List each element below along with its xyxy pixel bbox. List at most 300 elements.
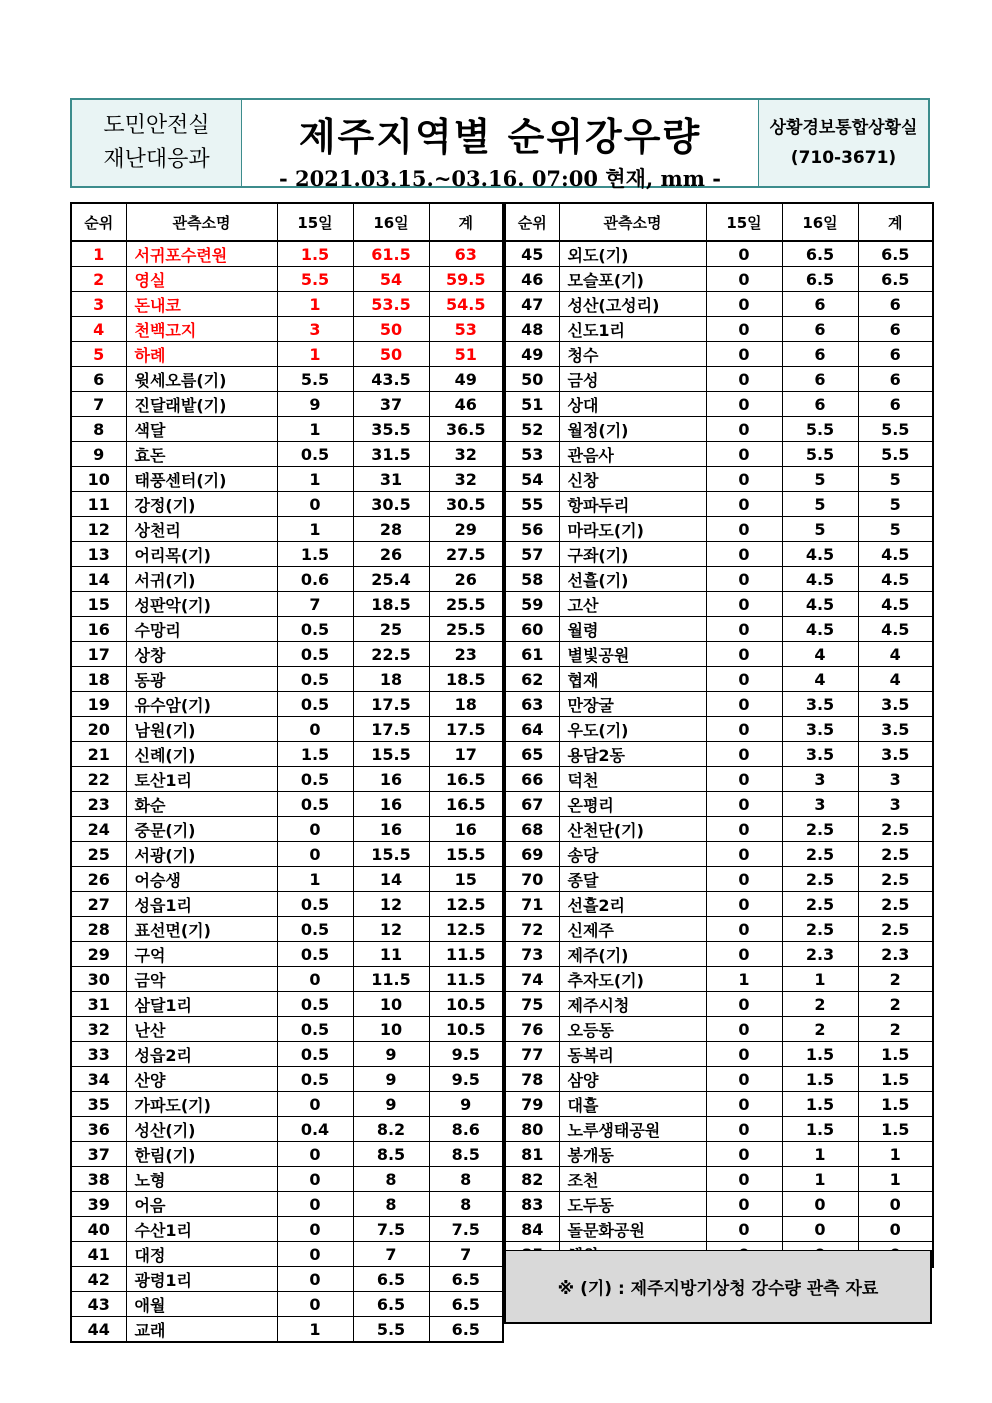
day16-value: 5.5 [353,1317,429,1343]
station-name [126,917,277,942]
station-name-text: 강정(기) [134,495,196,515]
table-row [71,1092,503,1117]
day15-value: 0.5 [277,792,353,817]
day16-value: 2.5 [782,842,858,867]
day16-value: 43.5 [353,367,429,392]
rank-cell: 59 [505,592,559,617]
total-value: 5 [858,517,933,542]
station-name [559,1217,706,1242]
day15-value: 0 [706,1117,782,1142]
total-value: 3 [858,792,933,817]
total-value: 15 [429,867,503,892]
table-row [71,992,503,1017]
day15-value: 0 [706,1042,782,1067]
day16-value: 11.5 [353,967,429,992]
station-name-text: 구억 [134,945,166,965]
day16-value: 54 [353,267,429,292]
table-row [505,241,933,267]
day16-value: 15.5 [353,742,429,767]
station-name-text: 조천 [567,1170,599,1190]
day15-value: 0 [706,667,782,692]
rank-cell: 41 [71,1242,126,1267]
station-name-text: 어승생 [134,870,181,890]
total-value: 36.5 [429,417,503,442]
station-name [126,542,277,567]
station-name [126,1067,277,1092]
col-total: 계 [858,203,933,241]
total-value: 2.5 [858,917,933,942]
day15-value: 0 [277,1192,353,1217]
total-value: 8 [429,1167,503,1192]
col-day15: 15일 [706,203,782,241]
table-row [505,567,933,592]
total-value: 5.5 [858,417,933,442]
station-name [559,742,706,767]
day16-value: 1 [782,1142,858,1167]
rank-cell: 36 [71,1117,126,1142]
station-name-text: 성읍2리 [134,1045,193,1065]
total-value: 10.5 [429,992,503,1017]
rank-cell: 61 [505,642,559,667]
rank-cell: 65 [505,742,559,767]
rank-cell: 43 [71,1292,126,1317]
rank-cell: 77 [505,1042,559,1067]
table-row [71,1167,503,1192]
day15-value: 0.5 [277,1042,353,1067]
day15-value: 0 [706,417,782,442]
station-name-text: 삼양 [567,1070,599,1090]
station-name [126,592,277,617]
station-name [559,1167,706,1192]
total-value: 1.5 [858,1067,933,1092]
table-row [71,392,503,417]
rank-cell: 83 [505,1192,559,1217]
day16-value: 4.5 [782,617,858,642]
day16-value: 12 [353,917,429,942]
table-row [505,892,933,917]
rank-cell: 7 [71,392,126,417]
day15-value: 0 [277,967,353,992]
col-day16: 16일 [782,203,858,241]
table-row [505,292,933,317]
station-name-text: 성산(고성리) [567,295,660,315]
station-name-text: 가파도(기) [134,1095,211,1115]
total-value: 4.5 [858,542,933,567]
station-name-text: 송당 [567,845,599,865]
table-row [71,592,503,617]
day15-value: 0.5 [277,667,353,692]
station-name [126,267,277,292]
station-name-text: 산양 [134,1070,166,1090]
total-value: 63 [429,241,503,267]
total-value: 4 [858,642,933,667]
day16-value: 9 [353,1067,429,1092]
rank-cell: 15 [71,592,126,617]
table-row [71,742,503,767]
table-row [71,942,503,967]
day15-value: 0 [277,1242,353,1267]
day15-value: 0.5 [277,992,353,1017]
day16-value: 53.5 [353,292,429,317]
station-name-text: 남원(기) [134,720,196,740]
station-name-text: 대흘 [567,1095,599,1115]
day16-value: 2.5 [782,867,858,892]
station-name [559,1067,706,1092]
day15-value: 0.5 [277,917,353,942]
total-value: 6 [858,292,933,317]
day16-value: 6.5 [782,267,858,292]
rank-cell: 69 [505,842,559,867]
day16-value: 2 [782,992,858,1017]
table-row [505,542,933,567]
total-value: 6.5 [429,1267,503,1292]
title-box [242,100,758,191]
day15-value: 0 [277,1092,353,1117]
station-name [126,692,277,717]
total-value: 4.5 [858,592,933,617]
table-row [71,1142,503,1167]
station-name [126,292,277,317]
total-value: 54.5 [429,292,503,317]
station-name-text: 도두동 [567,1195,614,1215]
station-name [126,1292,277,1317]
table-row [505,1067,933,1092]
day15-value: 0 [706,692,782,717]
rank-cell: 53 [505,442,559,467]
station-name [126,1042,277,1067]
day16-value: 37 [353,392,429,417]
table-row [505,1217,933,1242]
table-row [505,1092,933,1117]
day15-value: 0 [277,1267,353,1292]
total-value: 6.5 [429,1317,503,1343]
station-name [126,467,277,492]
station-name-text: 만장굴 [567,695,614,715]
day15-value: 0 [277,1167,353,1192]
total-value: 2.5 [858,842,933,867]
day16-value: 12 [353,892,429,917]
day15-value: 0 [706,467,782,492]
day16-value: 6.5 [353,1292,429,1317]
rank-cell: 80 [505,1117,559,1142]
total-value: 1 [858,1167,933,1192]
rank-cell: 60 [505,617,559,642]
station-name [126,742,277,767]
table-row [71,492,503,517]
day15-value: 0 [706,267,782,292]
station-name [559,567,706,592]
total-value: 5 [858,492,933,517]
rank-cell: 30 [71,967,126,992]
station-name [559,1142,706,1167]
table-row [71,917,503,942]
rank-cell: 45 [505,241,559,267]
table-row [505,767,933,792]
total-value: 12.5 [429,892,503,917]
day15-value: 0 [706,1217,782,1242]
table-row [71,1017,503,1042]
day16-value: 2 [782,1017,858,1042]
station-name [559,767,706,792]
station-name [559,1092,706,1117]
table-row [505,417,933,442]
table-row [71,792,503,817]
station-name [559,667,706,692]
day16-value: 17.5 [353,717,429,742]
table-row [505,667,933,692]
total-value: 51 [429,342,503,367]
rank-cell: 56 [505,517,559,542]
total-value: 6 [858,392,933,417]
day15-value: 0 [706,992,782,1017]
station-name-text: 천백고지 [134,320,197,340]
table-row [505,967,933,992]
day16-value: 8.5 [353,1142,429,1167]
rank-cell: 50 [505,367,559,392]
station-name-text: 돌문화공원 [567,1220,645,1240]
total-value: 8.5 [429,1142,503,1167]
table-row [505,492,933,517]
total-value: 2 [858,1017,933,1042]
rank-cell: 25 [71,842,126,867]
table-row [71,842,503,867]
total-value: 6.5 [858,267,933,292]
table-row [505,367,933,392]
day16-value: 6 [782,342,858,367]
contact-office: 상황경보통합상황실 [769,118,918,138]
station-name-text: 노루생태공원 [567,1120,661,1140]
total-value: 59.5 [429,267,503,292]
table-row [505,692,933,717]
table-row [71,1042,503,1067]
table-row [71,517,503,542]
day15-value: 0 [706,792,782,817]
table-row [71,867,503,892]
day16-value: 0 [782,1192,858,1217]
station-name-text: 수산1리 [134,1220,193,1240]
day15-value: 0 [706,392,782,417]
day16-value: 3.5 [782,742,858,767]
day16-value: 15.5 [353,842,429,867]
total-value: 18.5 [429,667,503,692]
station-name-text: 제주시청 [567,995,630,1015]
station-name-text: 덕천 [567,770,599,790]
rank-cell: 81 [505,1142,559,1167]
station-name [559,342,706,367]
station-name [126,817,277,842]
contact-phone: (710-3671) [790,148,897,168]
total-value: 30.5 [429,492,503,517]
day15-value: 9 [277,392,353,417]
station-name-text: 한림(기) [134,1145,196,1165]
station-name [559,692,706,717]
rank-cell: 82 [505,1167,559,1192]
rank-cell: 18 [71,667,126,692]
station-name [126,367,277,392]
day15-value: 5.5 [277,267,353,292]
day16-value: 16 [353,767,429,792]
rank-cell: 49 [505,342,559,367]
day15-value: 0.5 [277,942,353,967]
table-row [505,1017,933,1042]
station-name-text: 오등동 [567,1020,614,1040]
rank-cell: 23 [71,792,126,817]
station-name-text: 종달 [567,870,599,890]
day15-value: 0 [706,1092,782,1117]
day15-value: 0 [706,892,782,917]
rank-cell: 29 [71,942,126,967]
station-name-text: 금악 [134,970,166,990]
department-line-2: 재난대응과 [103,147,210,172]
table-row [71,467,503,492]
total-value: 1.5 [858,1092,933,1117]
day15-value: 0 [706,492,782,517]
station-name [559,292,706,317]
day15-value: 0 [706,617,782,642]
table-row [505,592,933,617]
station-name [126,967,277,992]
rank-cell: 62 [505,667,559,692]
day15-value: 0.5 [277,642,353,667]
table-row [71,292,503,317]
table-row [505,867,933,892]
day16-value: 3 [782,792,858,817]
station-name [559,517,706,542]
day15-value: 1.5 [277,241,353,267]
rank-cell: 13 [71,542,126,567]
total-value: 7.5 [429,1217,503,1242]
day16-value: 2.5 [782,817,858,842]
table-row [505,317,933,342]
station-name [126,1192,277,1217]
rainfall-table-right [504,202,934,1268]
total-value: 15.5 [429,842,503,867]
rank-cell: 48 [505,317,559,342]
table-row [71,1317,503,1343]
station-name [126,942,277,967]
station-name [126,617,277,642]
station-name-text: 마라도(기) [567,520,644,540]
station-name-text: 수망리 [134,620,181,640]
station-name [126,1317,277,1343]
total-value: 2.5 [858,867,933,892]
total-value: 46 [429,392,503,417]
station-name [126,1142,277,1167]
station-name [126,717,277,742]
total-value: 32 [429,467,503,492]
total-value: 3.5 [858,742,933,767]
rainfall-tables [70,202,932,1340]
station-name-text: 추자도(기) [567,970,644,990]
station-name [559,817,706,842]
total-value: 9.5 [429,1042,503,1067]
total-value: 0 [858,1217,933,1242]
day15-value: 0 [706,292,782,317]
rank-cell: 52 [505,417,559,442]
day16-value: 10 [353,1017,429,1042]
total-value: 2 [858,967,933,992]
rank-cell: 84 [505,1217,559,1242]
total-value: 11.5 [429,942,503,967]
day15-value: 0.4 [277,1117,353,1142]
total-value: 10.5 [429,1017,503,1042]
day16-value: 25.4 [353,567,429,592]
total-value: 1.5 [858,1117,933,1142]
table-row [71,767,503,792]
station-name-text: 신제주 [567,920,614,940]
total-value: 29 [429,517,503,542]
station-name-text: 봉개동 [567,1145,614,1165]
station-name-text: 산천단(기) [567,820,644,840]
day15-value: 0 [706,592,782,617]
station-name [559,992,706,1017]
station-name-text: 색달 [134,420,166,440]
day16-value: 4.5 [782,567,858,592]
rank-cell: 42 [71,1267,126,1292]
total-value: 49 [429,367,503,392]
station-name-text: 선흘2리 [567,895,626,915]
report-header [70,98,930,191]
total-value: 2.5 [858,817,933,842]
day16-value: 8 [353,1167,429,1192]
station-name-text: 외도(기) [567,245,629,265]
day16-value: 9 [353,1092,429,1117]
footnote: ※ (기) : 제주지방기상청 강수량 관측 자료 [504,1250,932,1324]
table-row [71,1242,503,1267]
station-name-text: 관음사 [567,445,614,465]
station-name [559,542,706,567]
day15-value: 0 [706,1067,782,1092]
rank-cell: 31 [71,992,126,1017]
station-name [559,592,706,617]
rank-cell: 10 [71,467,126,492]
rank-cell: 24 [71,817,126,842]
station-name-text: 상창 [134,645,166,665]
station-name [126,517,277,542]
station-name [126,667,277,692]
station-name [559,792,706,817]
rank-cell: 19 [71,692,126,717]
station-name [126,1167,277,1192]
station-name-text: 성산(기) [134,1120,196,1140]
day15-value: 7 [277,592,353,617]
day16-value: 1.5 [782,1042,858,1067]
table-row [71,542,503,567]
station-name [126,342,277,367]
station-name-text: 유수암(기) [134,695,211,715]
station-name [126,1217,277,1242]
day16-value: 16 [353,792,429,817]
day15-value: 1 [706,967,782,992]
rank-cell: 1 [71,241,126,267]
day15-value: 0 [706,1017,782,1042]
station-name [126,767,277,792]
rank-cell: 58 [505,567,559,592]
station-name [559,1042,706,1067]
day15-value: 0 [277,1292,353,1317]
total-value: 16 [429,817,503,842]
rank-cell: 39 [71,1192,126,1217]
station-name-text: 신도1리 [567,320,626,340]
total-value: 32 [429,442,503,467]
day16-value: 2.5 [782,917,858,942]
station-name [559,1017,706,1042]
rank-cell: 57 [505,542,559,567]
rank-cell: 28 [71,917,126,942]
rank-cell: 4 [71,317,126,342]
station-name-text: 서광(기) [134,845,196,865]
station-name [126,1092,277,1117]
